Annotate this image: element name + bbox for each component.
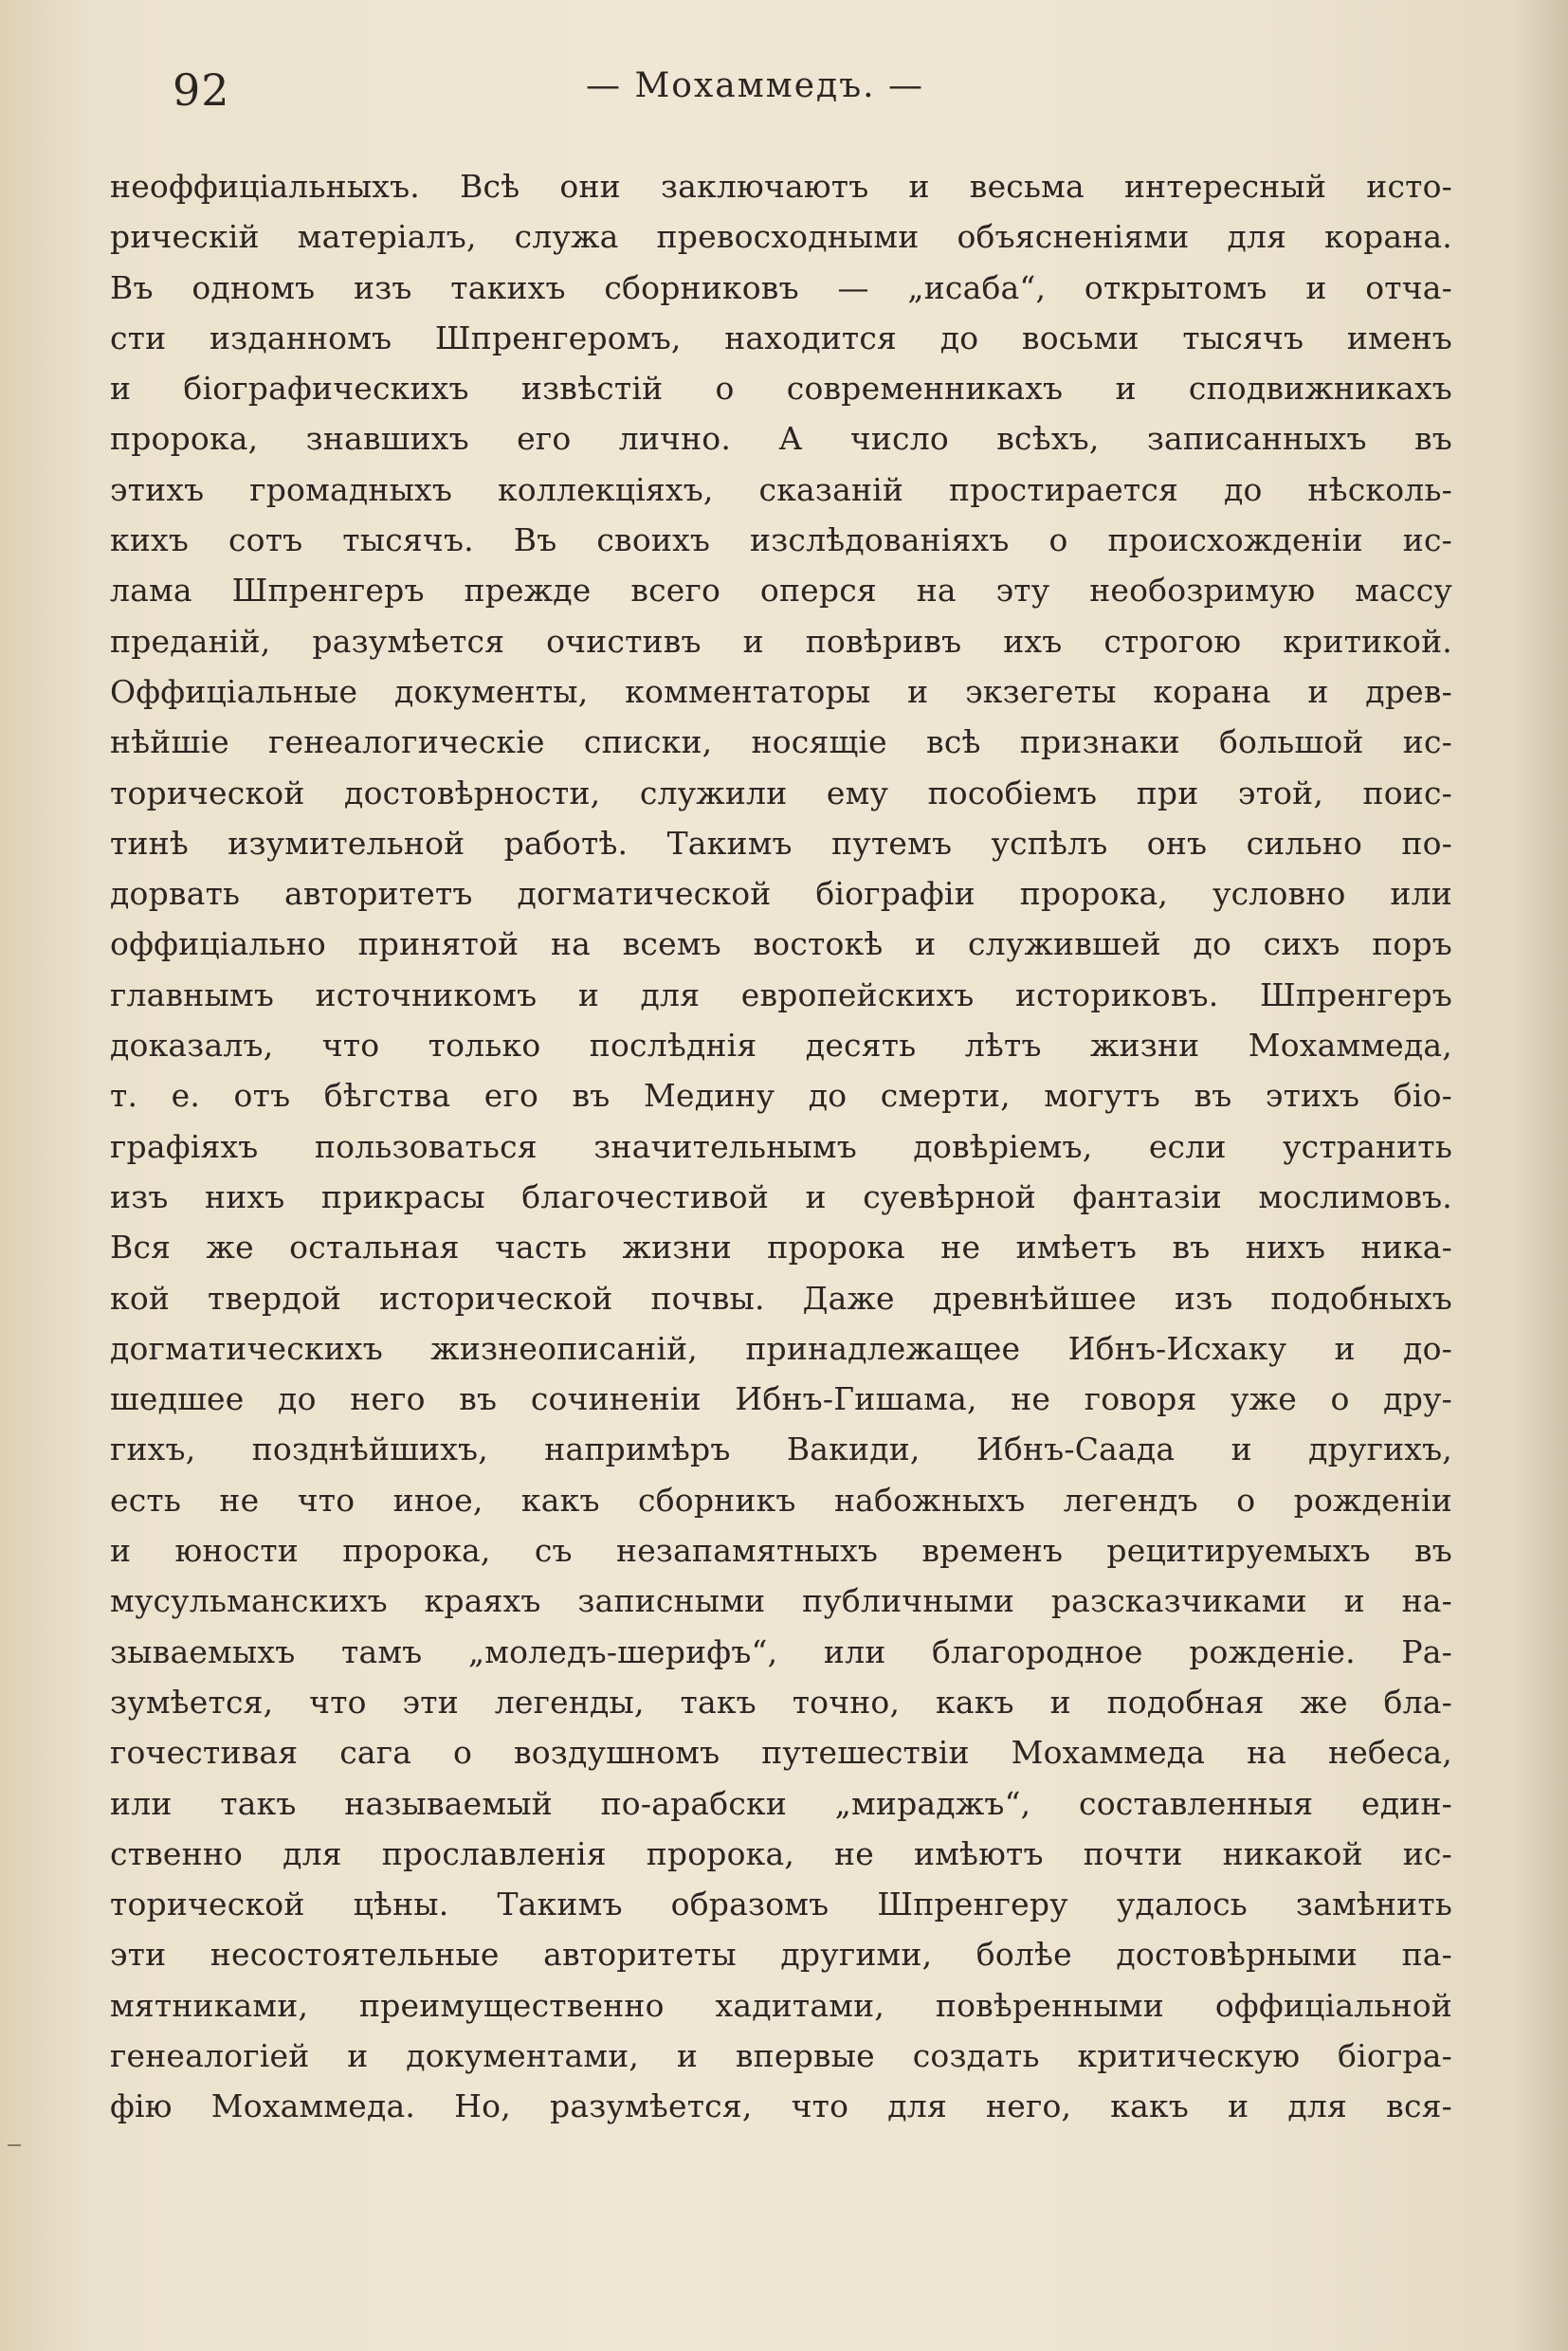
text-line: ственно для прославленія пророка, не имѣютъ почти никакой ис- (110, 1834, 1452, 1872)
text-line: мусульманскихъ краяхъ записными публичными разсказчиками и на- (110, 1582, 1452, 1620)
page-edge-shadow (1516, 0, 1568, 2351)
text-line: доказалъ, что только послѣднія десять лѣтъ жизни Мохаммеда, (110, 1027, 1452, 1065)
text-line: мятниками, преимущественно хадитами, повѣренными оффиціальной (110, 1986, 1452, 2024)
text-line: пророка, знавшихъ его лично. А число всѣхъ, записанныхъ въ (110, 420, 1452, 458)
text-line: торической цѣны. Такимъ образомъ Шпренгеру удалось замѣнить (110, 1886, 1452, 1923)
text-line: фію Мохаммеда. Но, разумѣется, что для него, какъ и для вся- (110, 2087, 1452, 2125)
running-title: — Мохаммедъ. — (586, 66, 925, 105)
text-line: Въ одномъ изъ такихъ сборниковъ — „исаба“, открытомъ и отча- (110, 268, 1452, 306)
text-line: генеалогіей и документами, и впервые создать критическую біогра- (110, 2036, 1452, 2074)
page-header (0, 64, 1568, 121)
text-line: т. е. отъ бѣгства его въ Медину до смерти, могутъ въ этихъ біо- (110, 1077, 1452, 1115)
text-line: кой твердой исторической почвы. Даже древнѣйшее изъ подобныхъ (110, 1279, 1452, 1317)
text-line: тинѣ изумительной работѣ. Такимъ путемъ успѣлъ онъ сильно по- (110, 824, 1452, 862)
text-line: сти изданномъ Шпренгеромъ, находится до восьми тысячъ именъ (110, 319, 1452, 356)
text-line: гихъ, позднѣйшихъ, напримѣръ Вакиди, Ибнъ-Саада и другихъ, (110, 1431, 1452, 1468)
text-line: шедшее до него въ сочиненіи Ибнъ-Гишама, не говоря уже о дру- (110, 1380, 1452, 1418)
text-line: лама Шпренгеръ прежде всего оперся на эту необозримую массу (110, 572, 1452, 610)
text-line: или такъ называемый по-арабски „мираджъ“, составленныя един- (110, 1784, 1452, 1822)
margin-mark (8, 2144, 21, 2146)
text-line: Вся же остальная часть жизни пророка не имѣетъ въ нихъ никa- (110, 1229, 1452, 1267)
text-line: эти несостоятельные авторитеты другими, болѣе достовѣрными па- (110, 1936, 1452, 1974)
text-line: неоффиціальныхъ. Всѣ они заключаютъ и весьма интересный исто- (110, 168, 1452, 205)
text-line: торической достовѣрности, служили ему пособіемъ при этой, поис- (110, 774, 1452, 811)
text-line: кихъ сотъ тысячъ. Въ своихъ изслѣдованіяхъ о происхожденіи ис- (110, 521, 1452, 559)
text-line: и юности пророка, съ незапамятныхъ временъ рецитируемыхъ въ (110, 1532, 1452, 1570)
text-line: Оффиціальные документы, комментаторы и экзегеты корана и древ- (110, 672, 1452, 710)
text-line: зываемыхъ тамъ „моледъ-шерифъ“, или благородное рожденіе. Ра- (110, 1632, 1452, 1670)
text-line: преданій, разумѣется очистивъ и повѣривъ ихъ строгою критикой. (110, 622, 1452, 660)
page-number: 92 (173, 64, 230, 116)
text-line: этихъ громадныхъ коллекціяхъ, сказаній простирается до нѣсколь- (110, 470, 1452, 508)
text-line: главнымъ источникомъ и для европейскихъ историковъ. Шпренгеръ (110, 975, 1452, 1013)
text-line: рическій матеріалъ, служа превосходными объясненіями для корана. (110, 218, 1452, 256)
text-line: догматическихъ жизнеописаній, принадлежащее Ибнъ-Исхаку и до- (110, 1329, 1452, 1367)
text-line: изъ нихъ прикрасы благочестивой и суевѣрной фантазіи мослимовъ. (110, 1177, 1452, 1215)
text-line: оффиціально принятой на всемъ востокѣ и служившей до сихъ поръ (110, 925, 1452, 963)
text-line: гочестивая сага о воздушномъ путешествіи Мохаммеда на небеса, (110, 1734, 1452, 1772)
text-line: дорвать авторитетъ догматической біографіи пророка, условно или (110, 875, 1452, 913)
body-text (110, 161, 1452, 2132)
text-line: есть не что иное, какъ сборникъ набожныхъ легендъ о рожденіи (110, 1481, 1452, 1519)
text-line: зумѣется, что эти легенды, такъ точно, какъ и подобная же бла- (110, 1683, 1452, 1721)
text-line: нѣйшіе генеалогическіе списки, носящіе всѣ признаки большой ис- (110, 723, 1452, 761)
text-line: графіяхъ пользоваться значительнымъ довѣріемъ, если устранить (110, 1127, 1452, 1165)
text-line: и біографическихъ извѣстій о современникахъ и сподвижникахъ (110, 370, 1452, 408)
